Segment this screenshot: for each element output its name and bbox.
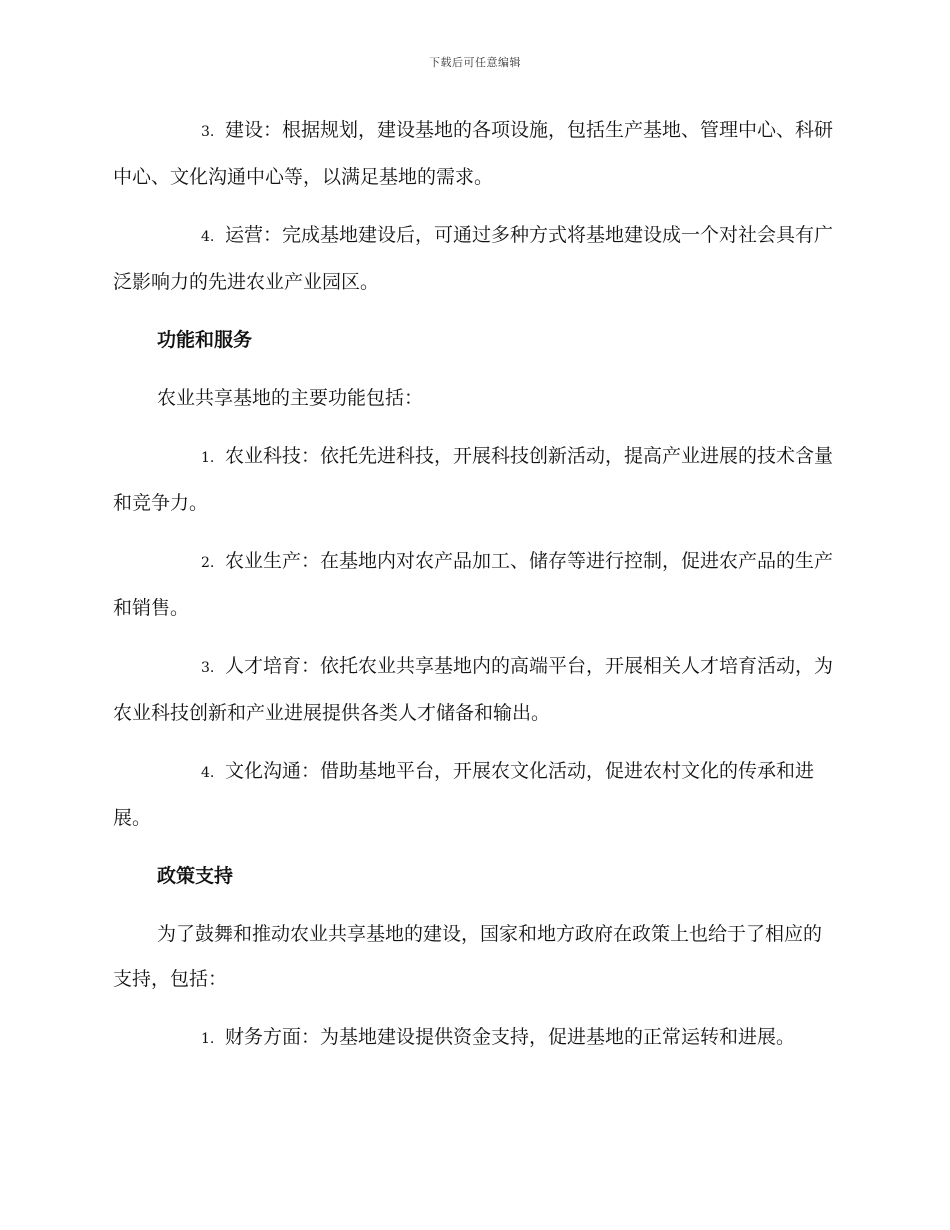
section-heading-policy: 政策支持: [157, 865, 234, 887]
list-number: 3.: [201, 660, 215, 676]
list-number: 1.: [201, 450, 215, 466]
list-number: 2.: [201, 555, 215, 571]
list-item-text: 建设：根据规划，建设基地的各项设施，包括生产基地、管理中心、科研中心、文化沟通中心等，以满足基地的需求。: [113, 119, 834, 188]
list-number: 1.: [201, 1031, 215, 1047]
list-item-text: 财务方面：为基地建设提供资金支持，促进基地的正常运转和进展。: [225, 1026, 796, 1048]
list-item: [113, 108, 835, 200]
list-item-text: 农业生产：在基地内对农产品加工、储存等进行控制，促进农产品的生产和销售。: [113, 550, 834, 619]
list-item: [113, 1015, 835, 1062]
list-number: 4.: [201, 765, 215, 781]
page-header-note: 下载后可任意编辑: [429, 56, 521, 69]
document-body: [113, 108, 835, 1075]
list-number: 4.: [201, 229, 215, 245]
list-item-text: 文化沟通：借助基地平台，开展农文化活动，促进农村文化的传承和进展。: [113, 760, 815, 829]
list-item: [113, 539, 835, 631]
list-item-text: 人才培育：依托农业共享基地内的高端平台，开展相关人才培育活动，为农业科技创新和产业进展提供各类人才储备和输出。: [113, 655, 834, 724]
list-item-text: 农业科技：依托先进科技，开展科技创新活动，提高产业进展的技术含量和竞争力。: [113, 445, 834, 514]
list-item: [113, 213, 835, 305]
paragraph: 农业共享基地的主要功能包括：: [157, 387, 424, 409]
list-item: [113, 749, 835, 841]
paragraph: 为了鼓舞和推动农业共享基地的建设，国家和地方政府在政策上也给于了相应的支持，包括：: [113, 923, 823, 990]
section-heading-functions: 功能和服务: [157, 329, 253, 351]
list-item: [113, 434, 835, 526]
list-number: 3.: [201, 124, 215, 140]
list-item: [113, 644, 835, 736]
list-item-text: 运营：完成基地建设后，可通过多种方式将基地建设成一个对社会具有广泛影响力的先进农业产业园区。: [113, 224, 834, 293]
